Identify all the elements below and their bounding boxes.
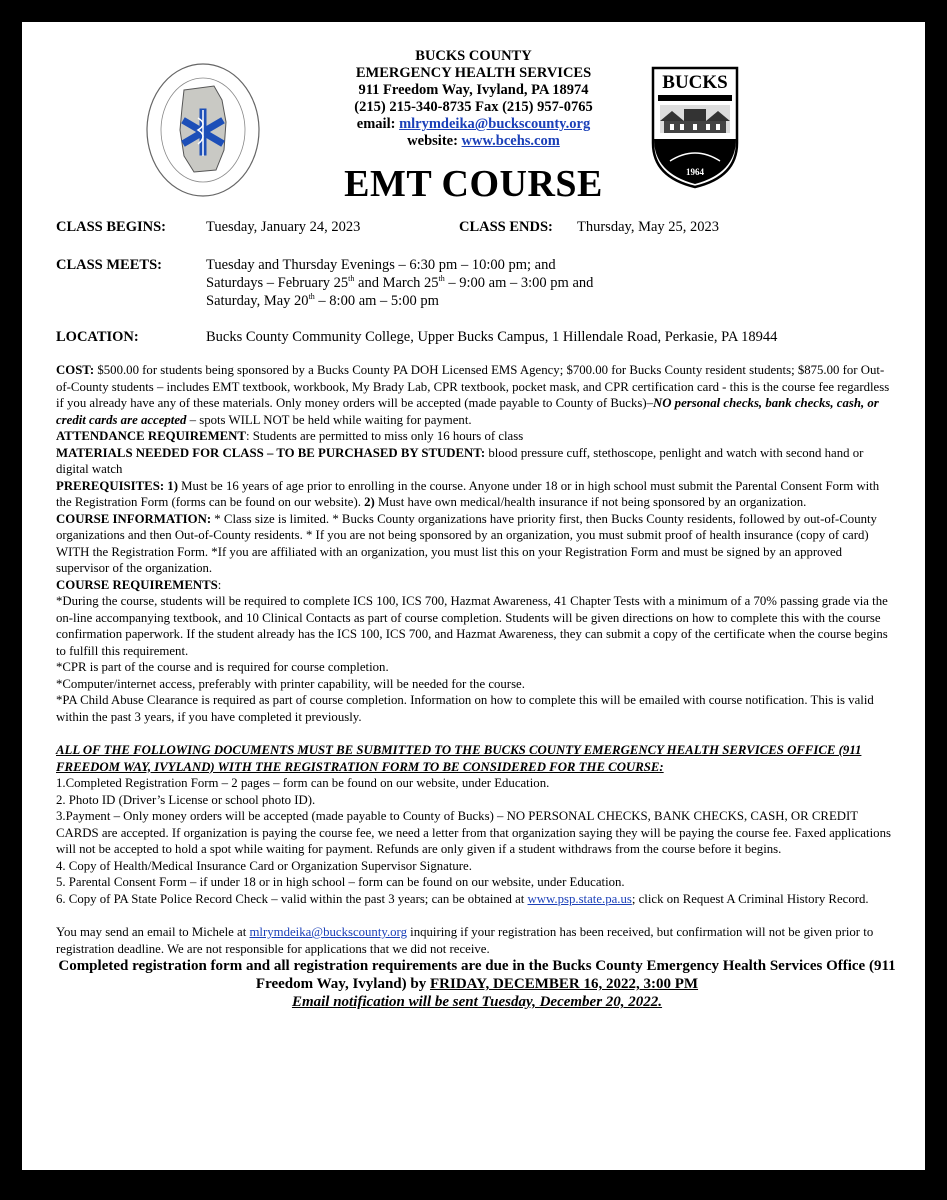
document-item: 1.Completed Registration Form – 2 pages – form can be found on our website, under Education. bbox=[56, 776, 550, 790]
requirement-item: *Computer/internet access, preferably with printer capability, will be needed for the course. bbox=[56, 676, 525, 691]
prerequisites-section: PREREQUISITES: 1) Must be 16 years of age prior to enrolling in the course. Anyone under 18 or in high school must submit the Parental Consent Form with the Registration Form (forms can be found on our website). 2) Must have own medical/health insurance if not being sponsored by an organization. bbox=[56, 478, 880, 509]
org-website-line: website: www.bcehs.com bbox=[407, 133, 560, 149]
documents-heading: ALL OF THE FOLLOWING DOCUMENTS MUST BE SUBMITTED TO THE BUCKS COUNTY EMERGENCY HEALTH SERVICES OFFICE (911 FREEDOM WAY, IVYLAND) WITH THE REGISTRATION FORM TO BE CONSIDERED FOR THE COURSE: bbox=[56, 743, 862, 774]
org-name-line2: EMERGENCY HEALTH SERVICES bbox=[355, 65, 592, 81]
notification-notice: Email notification will be sent Tuesday, December 20, 2022. bbox=[291, 994, 663, 1010]
document-page bbox=[22, 22, 925, 1170]
org-phone-fax: (215) 215-340-8735 Fax (215) 957-0765 bbox=[354, 99, 593, 115]
materials-section: MATERIALS NEEDED FOR CLASS – TO BE PURCHASED BY STUDENT: blood pressure cuff, stethoscope, penlight and watch with second hand or digital watch bbox=[56, 445, 864, 476]
class-begins-row: CLASS BEGINS: Tuesday, January 24, 2023 CLASS ENDS: Thursday, May 25, 2023 bbox=[56, 219, 720, 235]
class-meets-row: CLASS MEETS: Tuesday and Thursday Evenings – 6:30 pm – 10:00 pm; and Saturdays – February 25th and March 25th – 9:00 am – 3:00 pm and Saturday, May 20th – 8:00 am – 5:00 pm bbox=[56, 257, 594, 309]
document-item: 2. Photo ID (Driver’s License or school photo ID). bbox=[56, 792, 316, 807]
letterhead bbox=[22, 48, 925, 150]
location-row: LOCATION: Bucks County Community College, Upper Bucks Campus, 1 Hillendale Road, Perkasie, PA 18944 bbox=[56, 329, 778, 345]
requirement-item: *CPR is part of the course and is required for course completion. bbox=[56, 660, 389, 674]
document-item: 4. Copy of Health/Medical Insurance Card or Organization Supervisor Signature. bbox=[56, 858, 472, 873]
document-item: 5. Parental Consent Form – if under 18 or in high school – form can be found on our website, under Education. bbox=[56, 875, 625, 889]
org-address: 911 Freedom Way, Ivyland, PA 18974 bbox=[358, 82, 589, 98]
course-info-section: COURSE INFORMATION: * Class size is limited. * Bucks County organizations have priority first, then Bucks County residents, followed by out-of-County organizations and then Out-of-County residents. * If you are not being sponsored by an organization, you must submit proof of health insurance (copy of card) WITH the Registration Form. *If you are affiliated with an organization, you must list this on your Registration Form and must be signed by an approved supervisor of the organization. bbox=[56, 511, 877, 575]
email-link[interactable]: mlrymdeika@buckscounty.org bbox=[399, 116, 591, 132]
deadline-date: FRIDAY, DECEMBER 16, 2022, 3:00 PM bbox=[429, 976, 699, 992]
seal-year: 1964 bbox=[686, 167, 704, 177]
course-details bbox=[56, 362, 898, 1011]
document-item: 6. Copy of PA State Police Record Check – valid within the past 3 years; can be obtained at www.psp.state.pa.us; click on Request A Criminal History Record. bbox=[56, 891, 869, 906]
org-name-line1: BUCKS COUNTY bbox=[415, 48, 532, 64]
seal-title: BUCKS bbox=[662, 72, 728, 93]
requirement-item: *During the course, students will be required to complete ICS 100, ICS 700, Hazmat Awareness, 41 Chapter Tests with a minimum of a 70% passing grade via the on-line accompanying textbook, and 10 Clinical Contacts as part of course completion. Students will be given directions on how to complete this with the course confirmation paperwork. If the student already has the ICS 100, ICS 700, and Hazmat Awareness, they can submit a copy of the certificate when the course begins to fulfill this requirement. bbox=[56, 594, 888, 658]
org-email-line: email: mlrymdeika@buckscounty.org bbox=[356, 116, 591, 132]
page-title: EMT COURSE bbox=[344, 163, 603, 205]
deadline-notice: Completed registration form and all registration requirements are due in the Bucks County Emergency Health Services Office (911 Freedom Way, Ivyland) by FRIDAY, DECEMBER 16, 2022, 3:00 PM bbox=[58, 958, 896, 992]
contact-paragraph: You may send an email to Michele at mlrymdeika@buckscounty.org inquiring if your registration has been received, but confirmation will not be given prior to registration deadline. We are not responsible for applications that we did not receive. bbox=[56, 925, 874, 956]
website-link[interactable]: www.bcehs.com bbox=[461, 133, 560, 149]
contact-email-link[interactable]: mlrymdeika@buckscounty.org bbox=[249, 925, 407, 939]
cost-section: COST: $500.00 for students being sponsored by a Bucks County PA DOH Licensed EMS Agency; $700.00 for Bucks County resident students; $875.00 for Out-of-County students – includes EMT textbook, workbook, My Brady Lab, CPR textbook, pocket mask, and CPR certification card - this is the course fee regardless if you already have any of these materials. Only money orders will be accepted (made payable to County of Bucks)–NO personal checks, bank checks, cash, or credit cards are accepted – spots WILL NOT be held while waiting for payment. bbox=[56, 363, 890, 427]
course-requirements-heading: COURSE REQUIREMENTS: bbox=[56, 577, 222, 592]
document-item: 3.Payment – Only money orders will be accepted (made payable to County of Bucks) – NO PERSONAL CHECKS, BANK CHECKS, CASH, OR CREDIT CARDS are accepted. If organization is paying the course fee, we need a letter from that organization saying they will be paying the course fee. Faxed applications will not be accepted to hold a spot while waiting for payment. Refunds are only given if a student withdraws from the course before it begins. bbox=[56, 809, 891, 856]
attendance-section: ATTENDANCE REQUIREMENT: Students are permitted to miss only 16 hours of class bbox=[56, 429, 524, 443]
psp-link[interactable]: www.psp.state.pa.us bbox=[527, 891, 632, 906]
requirement-item: *PA Child Abuse Clearance is required as part of course completion. Information on how to complete this will be emailed with course notification. This is valid within the past 3 years, if you have completed it previously. bbox=[56, 693, 874, 724]
